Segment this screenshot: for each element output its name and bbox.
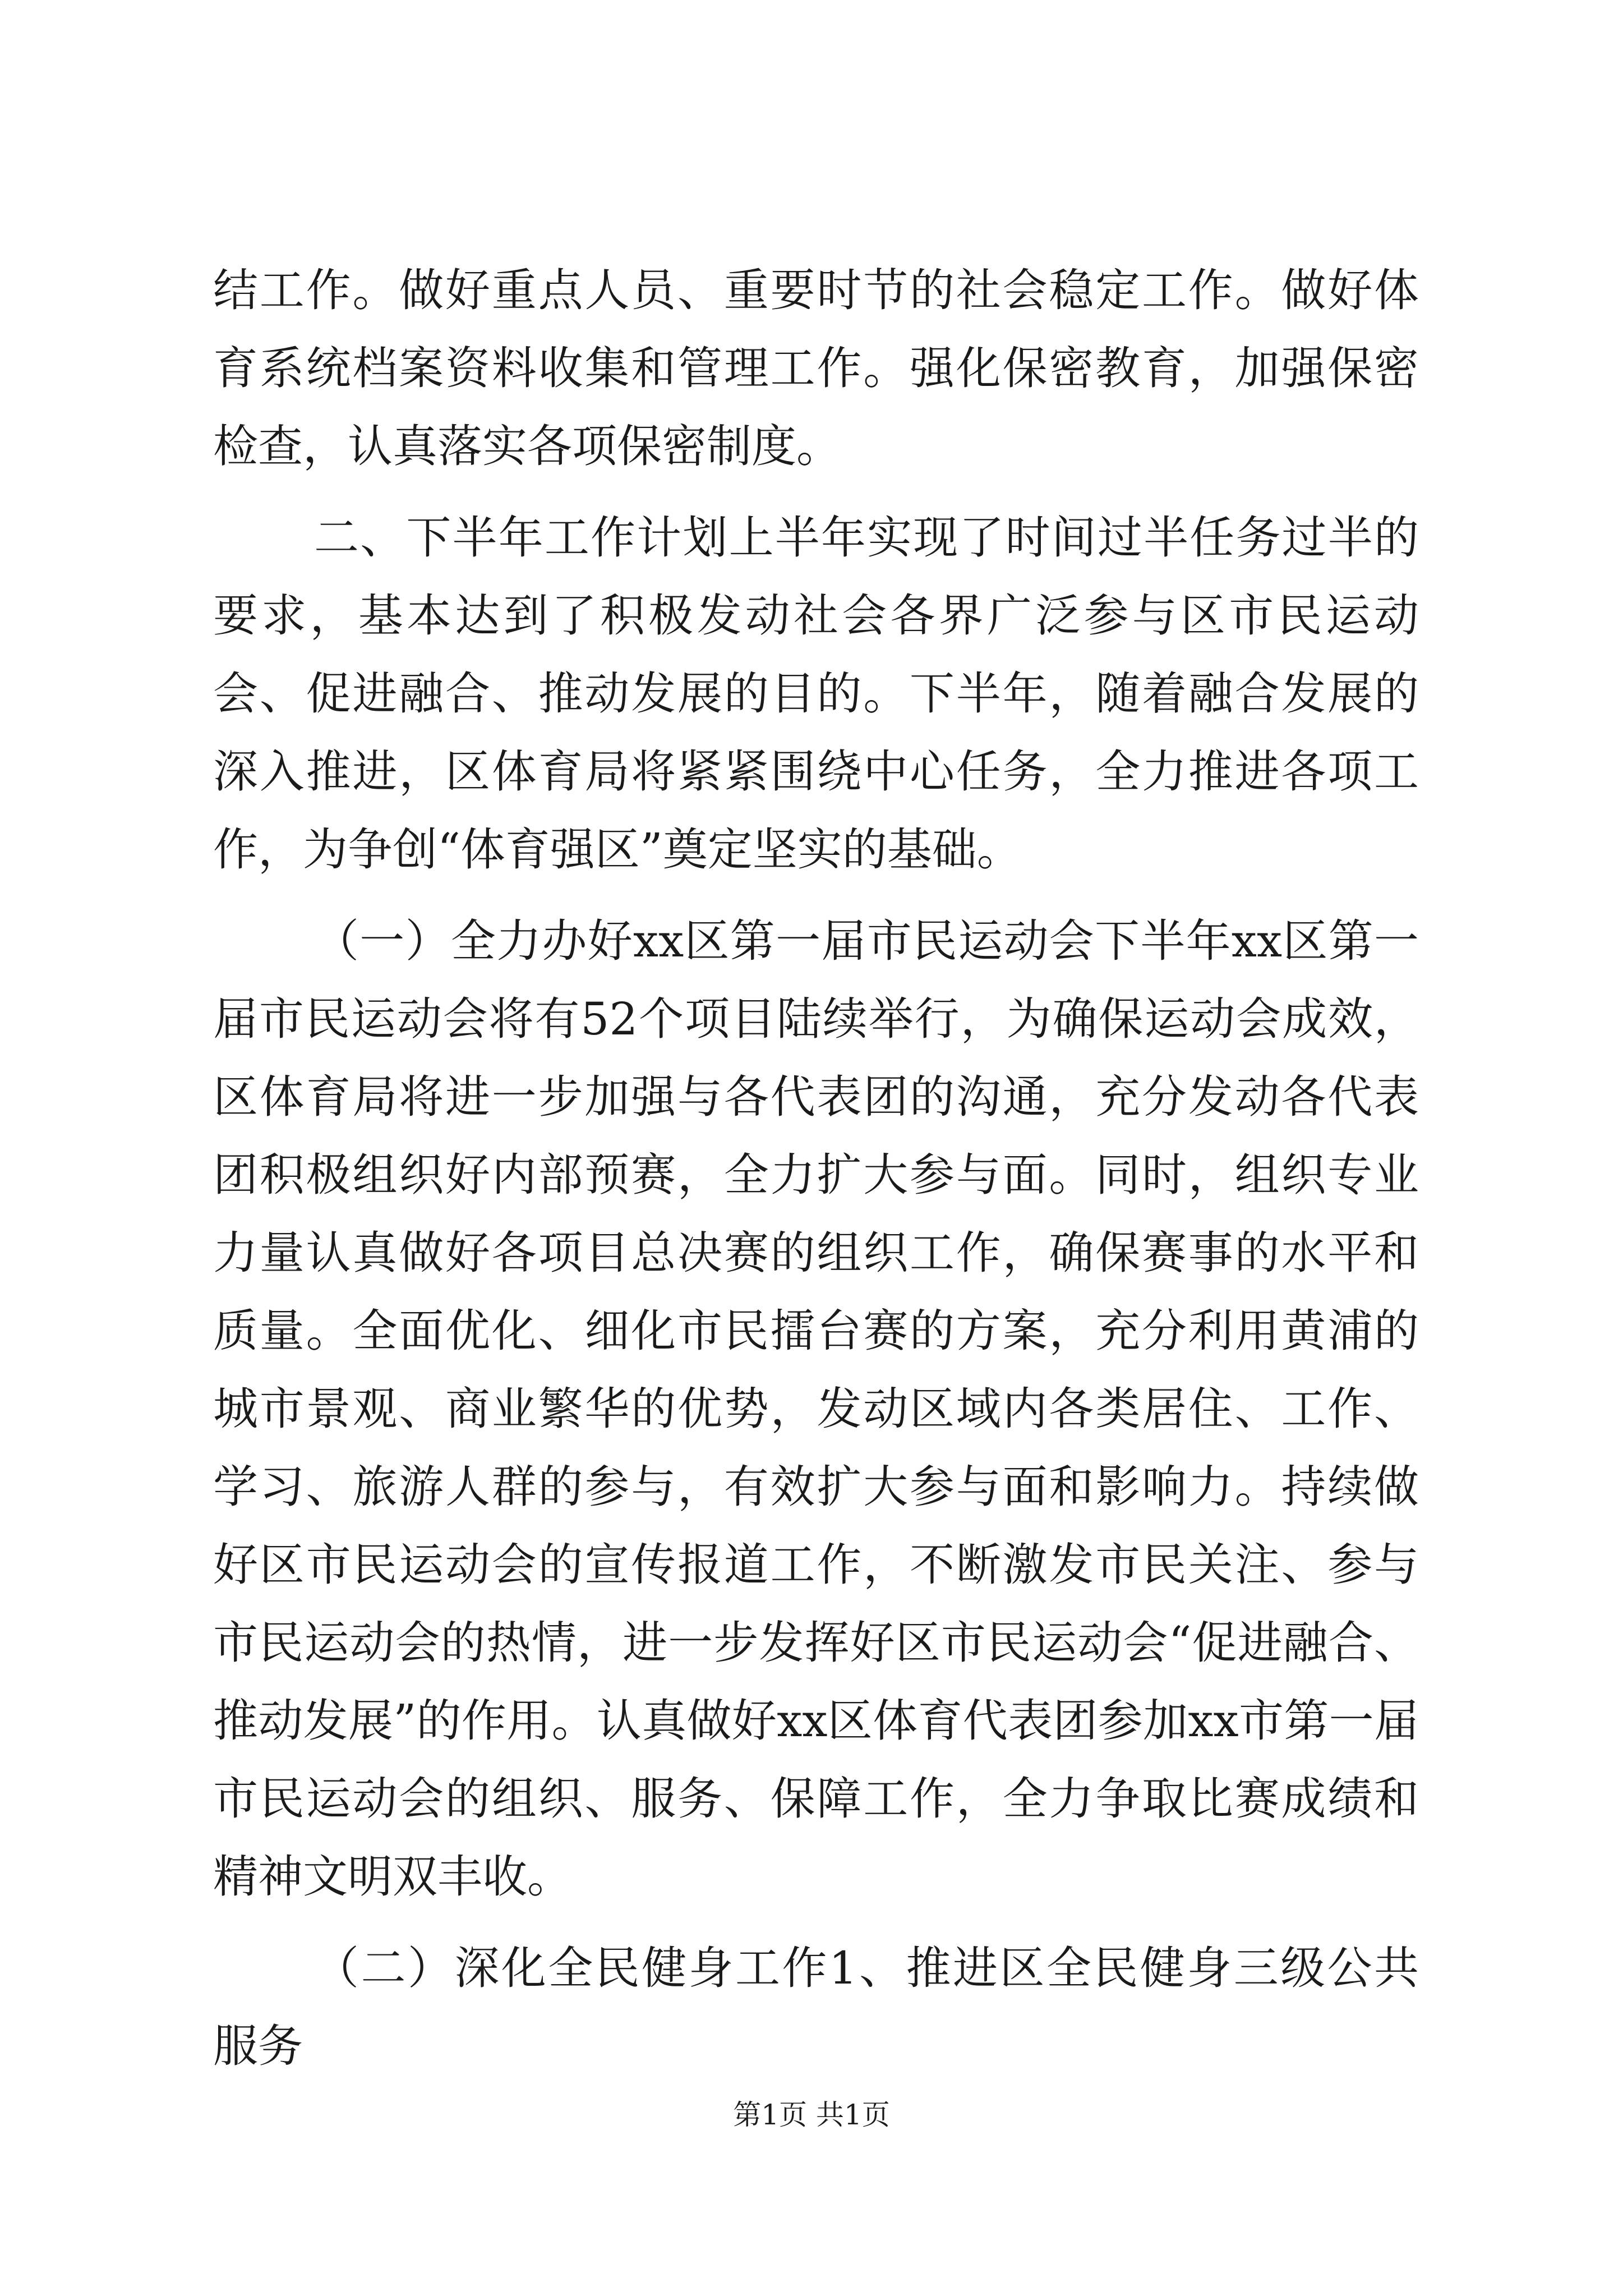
document-body: [213, 251, 1419, 2085]
paragraph-sports-games: （一）全力办好xx区第一届市民运动会下半年xx区第一届市民运动会将有52个项目陆续举行，为确保运动会成效，区体育局将进一步加强与各代表团的沟通，充分发动各代表团积极组织好内部预赛，全力扩大参与面。同时，组织专业力量认真做好各项目总决赛的组织工作，确保赛事的水平和质量。全面优化、细化市民擂台赛的方案，充分利用黄浦的城市景观、商业繁华的优势，发动区域内各类居住、工作、学习、旅游人群的参与，有效扩大参与面和影响力。持续做好区市民运动会的宣传报道工作，不断激发市民关注、参与市民运动会的热情，进一步发挥好区市民运动会“促进融合、推动发展”的作用。认真做好xx区体育代表团参加xx市第一届市民运动会的组织、服务、保障工作，全力争取比赛成绩和精神文明双丰收。: [213, 915, 1419, 1903]
paragraph-fitness-work: （二）深化全民健身工作1、推进区全民健身三级公共服务: [213, 1942, 1419, 2072]
paragraph-second-half-plan: 二、下半年工作计划上半年实现了时间过半任务过半的要求，基本达到了积极发动社会各界广泛参与区市民运动会、促进融合、推动发展的目的。下半年，随着融合发展的深入推进，区体育局将紧紧围绕中心任务，全力推进各项工作，为争创“体育强区”奠定坚实的基础。: [213, 512, 1419, 876]
paragraph-continuation: 结工作。做好重点人员、重要时节的社会稳定工作。做好体育系统档案资料收集和管理工作。强化保密教育，加强保密检查，认真落实各项保密制度。: [213, 264, 1419, 472]
page-number-footer: 第1页 共1页: [733, 2099, 890, 2131]
